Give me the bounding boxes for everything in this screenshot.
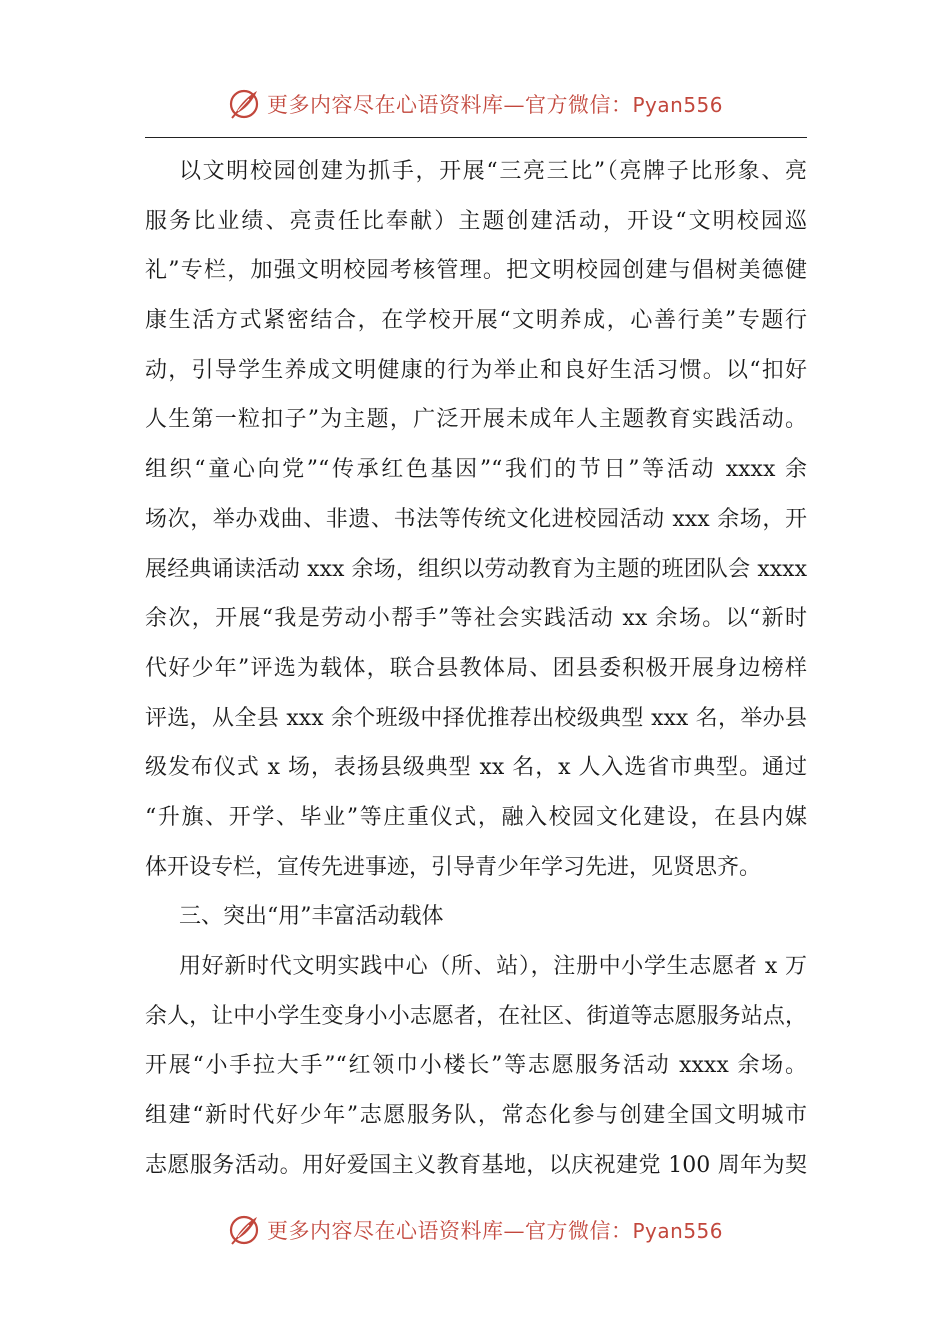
text-line: 人生第一粒扣子”为主题，广泛开展未成年人主题教育实践活动。: [145, 407, 807, 433]
header-watermark: [0, 82, 950, 126]
text-line: 康生活方式紧密结合，在学校开展“文明养成，心善行美”专题行: [145, 308, 807, 334]
text-line: 礼”专栏，加强文明校园考核管理。把文明校园创建与倡树美德健: [145, 258, 807, 284]
watermark-wechat-id: Pyan556: [632, 93, 723, 117]
text-line: 组织“童心向党”“传承红色基因”“我们的节日”等活动 xxxx 余: [145, 457, 807, 483]
text-line: 场次，举办戏曲、非遗、书法等传统文化进校园活动 xxx 余场，开: [145, 506, 807, 532]
text-line: 组建“新时代好少年”志愿服务队，常态化参与创建全国文明城市: [145, 1103, 807, 1129]
text-line: “升旗、开学、毕业”等庄重仪式，融入校园文化建设，在县内媒: [145, 804, 807, 830]
text-line: 动，引导学生养成文明健康的行为举止和良好生活习惯。以“扣好: [145, 357, 807, 383]
watermark-text: [267, 89, 723, 119]
text-line: 用好新时代文明实践中心（所、站），注册中小学生志愿者 x 万: [179, 954, 807, 979]
text-line: 服务比业绩、亮责任比奉献）主题创建活动，开设“文明校园巡: [145, 208, 807, 234]
feather-pen-logo-icon: [227, 1212, 263, 1248]
text-line: 以文明校园创建为抓手，开展“三亮三比”（亮牌子比形象、亮: [179, 159, 807, 184]
watermark-label: 更多内容尽在心语资料库—官方微信：: [266, 1219, 633, 1243]
watermark-wechat-id: Pyan556: [632, 1219, 723, 1243]
watermark-label: 更多内容尽在心语资料库—官方微信：: [266, 93, 633, 117]
watermark-text: [267, 1215, 723, 1245]
footer-watermark: [0, 1208, 950, 1252]
text-line: 体开设专栏，宣传先进事迹，引导青少年学习先进，见贤思齐。: [145, 854, 762, 880]
feather-pen-logo-icon: [227, 86, 263, 122]
text-line: 代好少年”评选为载体，联合县教体局、团县委积极开展身边榜样: [145, 655, 807, 681]
text-line: 级发布仪式 x 场，表扬县级典型 xx 名，x 人入选省市典型。通过: [145, 755, 807, 781]
section-heading: 三、突出“用”丰富活动载体: [179, 904, 444, 930]
text-line: 评选，从全县 xxx 余个班级中择优推荐出校级典型 xxx 名，举办县: [145, 705, 807, 731]
document-body: [145, 147, 807, 1190]
text-line: 余次，开展“我是劳动小帮手”等社会实践活动 xx 余场。以“新时: [145, 606, 807, 632]
text-line: 志愿服务活动。用好爱国主义教育基地，以庆祝建党 100 周年为契: [145, 1152, 807, 1178]
text-line: 展经典诵读活动 xxx 余场，组织以劳动教育为主题的班团队会 xxxx: [145, 556, 807, 582]
text-line: 余人，让中小学生变身小小志愿者，在社区、街道等志愿服务站点，: [145, 1003, 807, 1029]
header-divider: [145, 137, 807, 138]
text-line: 开展“小手拉大手”“红领巾小楼长”等志愿服务活动 xxxx 余场。: [145, 1053, 807, 1079]
